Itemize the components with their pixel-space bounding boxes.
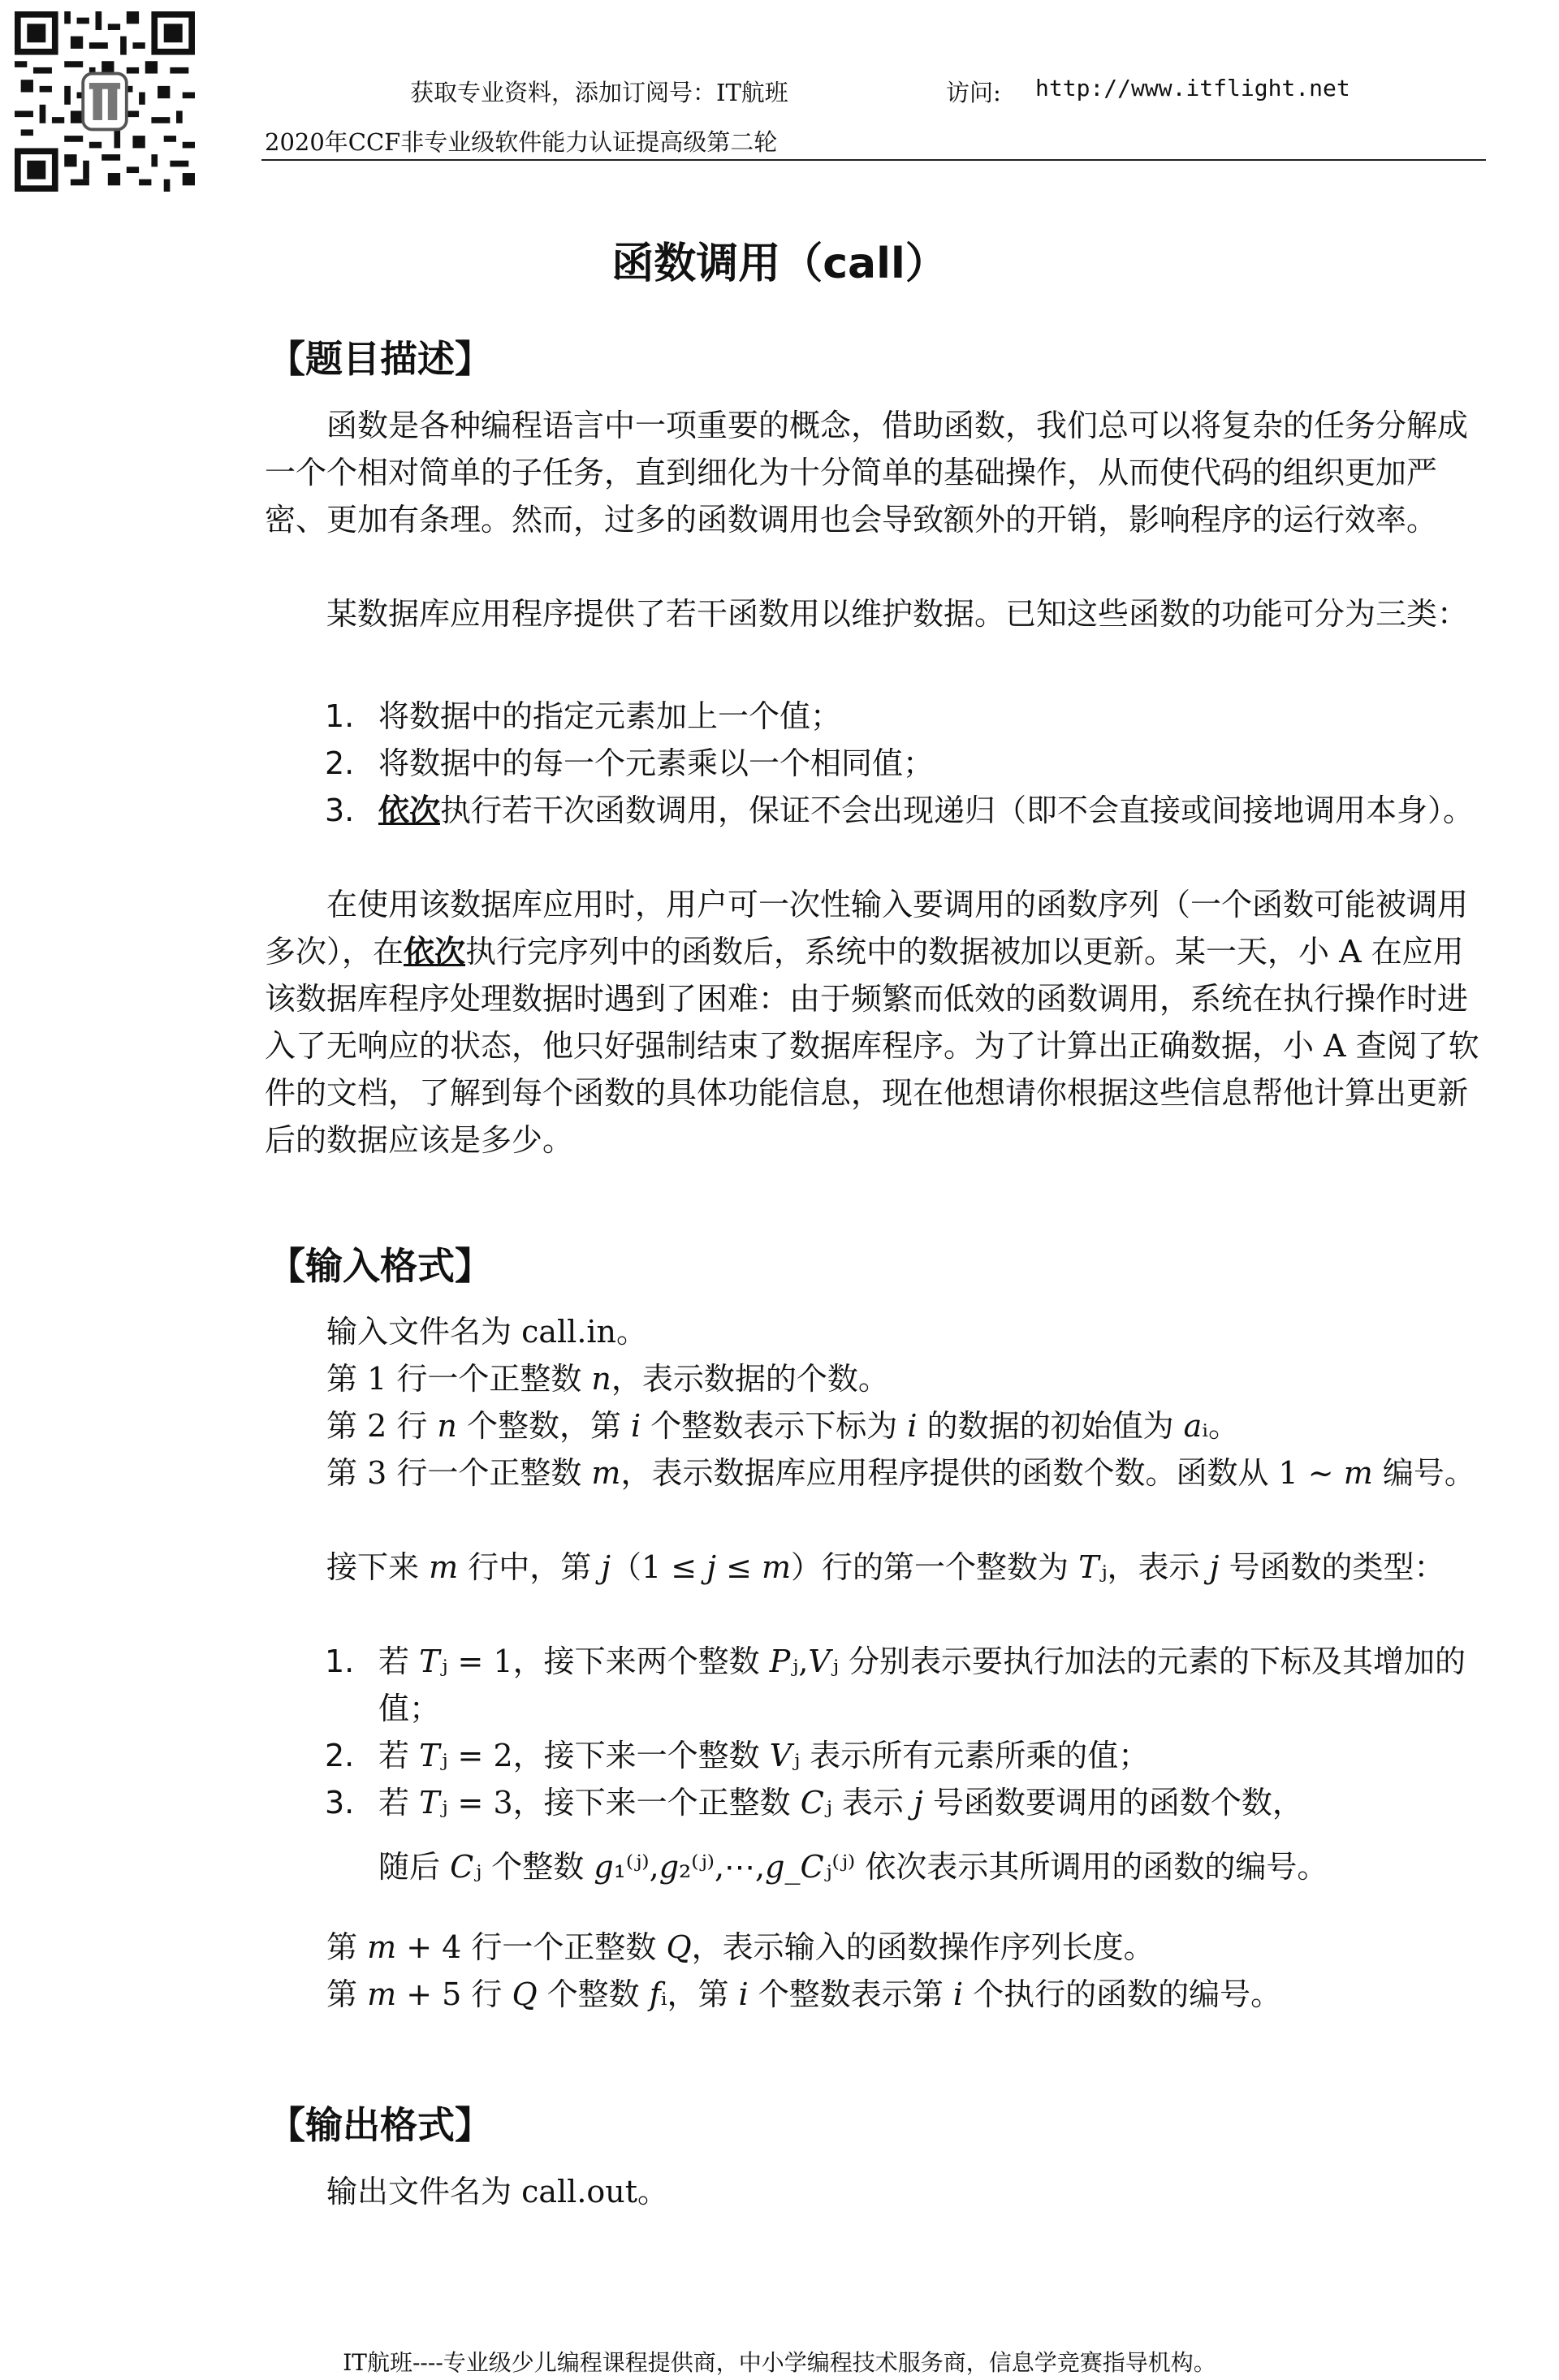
section-heading-description: 【题目描述】	[268, 337, 492, 381]
header-notice	[410, 75, 1350, 108]
desc-list-item-3	[325, 787, 1486, 834]
header-visit-label: 访问:	[946, 79, 1001, 106]
list-number: 3.	[325, 793, 355, 828]
desc-paragraph-2-text: 某数据库应用程序提供了若干函数用以维护数据。已知这些函数的功能可分为三类：	[326, 596, 1469, 632]
input-list-item-2	[325, 1732, 1486, 1779]
list-item-text: 随后 𝐶ⱼ 个整数 𝑔₁⁽ʲ⁾,𝑔₂⁽ʲ⁾,⋯,𝑔_𝐶ⱼ⁽ʲ⁾ 依次表示其所调用的函数的编号。	[378, 1849, 1328, 1885]
input-list-item-3-cont	[325, 1843, 1486, 1890]
emphasis-underline: 依次	[404, 933, 466, 970]
list-item-text: 若 𝑇ⱼ = 2，接下来一个整数 𝑉ⱼ 表示所有元素所乘的值；	[378, 1738, 1150, 1773]
input-line-3-text: 第 2 行 𝑛 个整数，第 𝑖 个整数表示下标为 𝑖 的数据的初始值为 𝑎ᵢ。	[326, 1408, 1239, 1444]
list-item-text	[378, 787, 1486, 834]
input-line-7-text: 第 𝑚 + 5 行 𝑄 个整数 𝑓ᵢ，第 𝑖 个整数表示第 𝑖 个执行的函数的编号。	[326, 1976, 1282, 2012]
header-exam-title: 2020年CCF非专业级软件能力认证提高级第二轮	[265, 128, 778, 156]
desc-paragraph-3-part-b: 执行完序列中的函数后，系统中的数据被加以更新。某一天，小 A 在应用该数据库程序处理数据时遇到了困难：由于频繁而低效的函数调用，系统在执行操作时进入了无响应的状态，他只好强制结束了数据库程序。为了计算出正确数据，小 A 查阅了软件的文档，了解到每个函数的具体功能信息，现在他想请你根据这些信息帮他计算出更新后的数据应该是多少。	[265, 934, 1479, 1158]
desc-list-item-2	[325, 740, 1486, 787]
desc-paragraph-1-text: 函数是各种编程语言中一项重要的概念，借助函数，我们总可以将复杂的任务分解成一个个相对简单的子任务，直到细化为十分简单的基础操作，从而使代码的组织更加严密、更加有条理。然而，过多的函数调用也会导致额外的开销，影响程序的运行效率。	[265, 408, 1469, 538]
input-line-3	[265, 1402, 1483, 1449]
desc-paragraph-1	[265, 402, 1483, 543]
qr-code-icon	[15, 11, 195, 192]
header-url-link[interactable]: http://www.itflight.net	[1035, 75, 1350, 102]
list-number: 2.	[325, 745, 355, 781]
page-footer: IT航班----专业级少儿编程课程提供商，中小学编程技术服务商，信息学竞赛指导机构。	[343, 2349, 1216, 2376]
desc-paragraph-3-text	[265, 881, 1483, 1164]
input-line-2	[265, 1355, 1483, 1402]
output-line-1-text: 输出文件名为 call.out。	[326, 2174, 669, 2209]
list-item-text: 若 𝑇ⱼ = 3，接下来一个正整数 𝐶ⱼ 表示 𝑗 号函数要调用的函数个数，	[378, 1785, 1303, 1821]
input-line-4-text: 第 3 行一个正整数 𝑚，表示数据库应用程序提供的函数个数。函数从 1 ~ 𝑚 编号。	[326, 1455, 1475, 1491]
emphasis-underline: 依次	[378, 792, 441, 828]
input-line-5-text: 接下来 𝑚 行中，第 𝑗（1 ≤ 𝑗 ≤ 𝑚）行的第一个整数为 𝑇ⱼ，表示 𝑗 号函数的类型：	[326, 1549, 1445, 1585]
input-line-1	[265, 1308, 1483, 1355]
input-line-4	[265, 1449, 1483, 1497]
desc-paragraph-2	[265, 590, 1483, 637]
list-number: 2.	[325, 1738, 355, 1773]
list-number: 1.	[325, 1644, 355, 1679]
input-list-item-1	[325, 1638, 1486, 1732]
input-list-item-3	[325, 1779, 1486, 1826]
input-line-1-text: 输入文件名为 call.in。	[326, 1314, 648, 1350]
section-heading-output: 【输出格式】	[268, 2103, 492, 2147]
page-title: 函数调用（call）	[611, 240, 948, 288]
list-item-text: 将数据中的每一个元素乘以一个相同值；	[378, 745, 935, 781]
input-line-5	[265, 1544, 1483, 1591]
header-divider	[261, 159, 1486, 161]
header-notice-text: 获取专业资料，添加订阅号：IT航班	[410, 79, 788, 106]
list-number: 3.	[325, 1785, 355, 1821]
desc-paragraph-3	[265, 881, 1483, 1164]
input-line-6	[265, 1924, 1483, 1971]
list-item-text: 将数据中的指定元素加上一个值；	[378, 698, 842, 734]
output-line-1	[265, 2168, 1483, 2215]
list-item-rest: 执行若干次函数调用，保证不会出现递归（即不会直接或间接地调用本身）。	[440, 793, 1475, 828]
input-line-7	[265, 1971, 1483, 2018]
desc-list-item-1	[325, 693, 1486, 740]
list-item-text: 若 𝑇ⱼ = 1，接下来两个整数 𝑃ⱼ,𝑉ⱼ 分别表示要执行加法的元素的下标及其增加的值；	[378, 1644, 1466, 1726]
section-heading-input: 【输入格式】	[268, 1244, 492, 1288]
input-line-6-text: 第 𝑚 + 4 行一个正整数 𝑄，表示输入的函数操作序列长度。	[326, 1929, 1155, 1965]
input-line-2-text: 第 1 行一个正整数 𝑛，表示数据的个数。	[326, 1361, 889, 1397]
desc-paragraph-3-part-a: 在使用该数据库应用时，用户可一次性输入要调用的函数序列（一个函数可能被调用多次），在	[265, 887, 1469, 970]
list-number: 1.	[325, 698, 355, 734]
